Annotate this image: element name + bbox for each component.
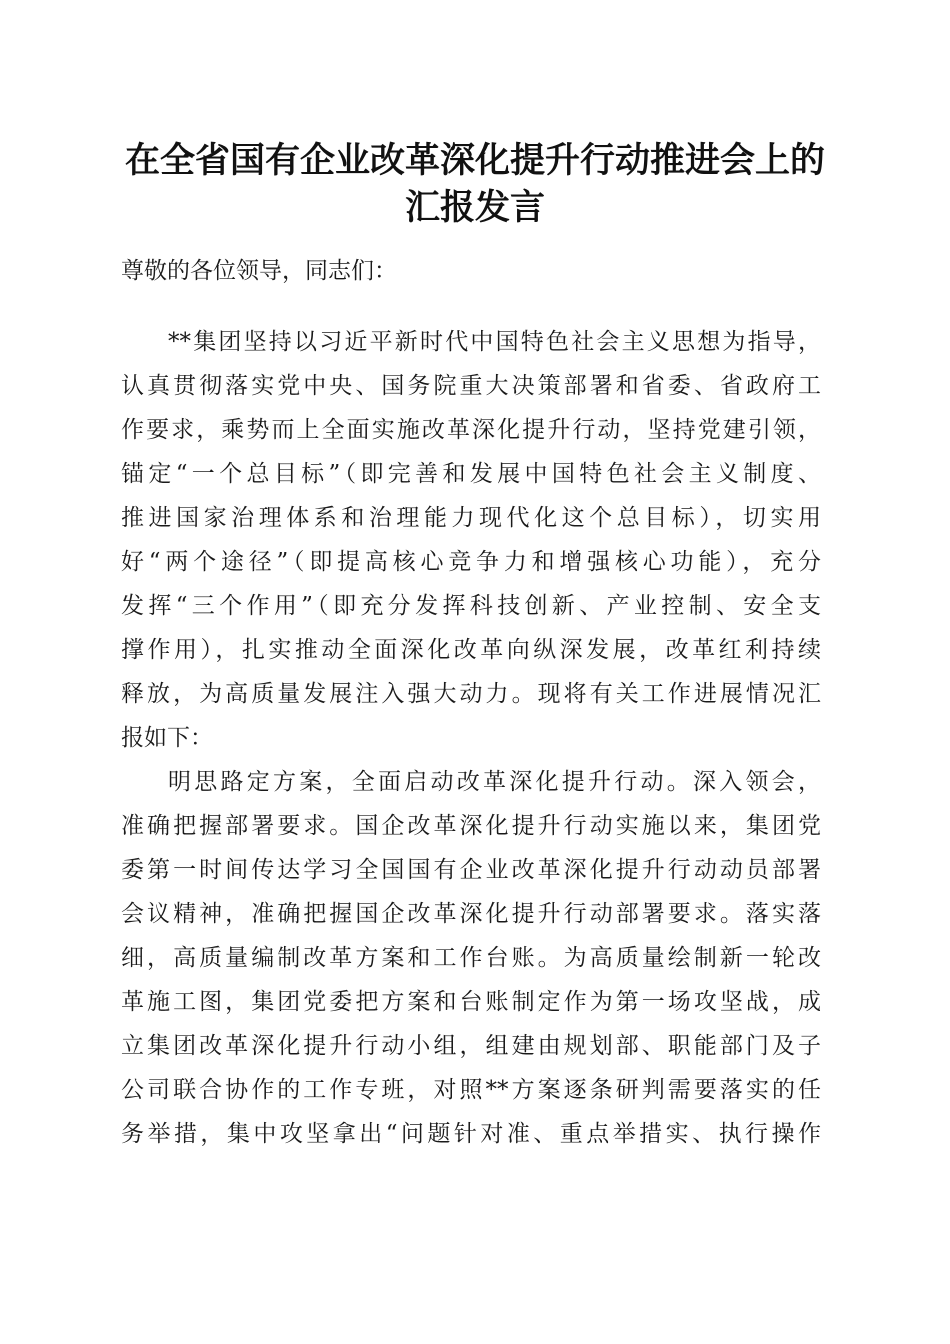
paragraph-1-line: 认真贯彻落实党中央、国务院重大决策部署和省委、省政府工 — [121, 373, 821, 399]
paragraph-1-line: 好“两个途径”（即提高核心竞争力和增强核心功能），充分 — [121, 549, 821, 575]
paragraph-1-line: 撑作用），扎实推动全面深化改革向纵深发展，改革红利持续 — [121, 637, 821, 663]
salutation: 尊敬的各位领导，同志们： — [121, 258, 397, 284]
paragraph-1-line: 报如下： — [121, 725, 213, 751]
paragraph-2-line: 立集团改革深化提升行动小组，组建由规划部、职能部门及子 — [121, 1033, 821, 1059]
paragraph-2-line: 会议精神，准确把握国企改革深化提升行动部署要求。落实落 — [121, 901, 821, 927]
paragraph-1-line: 推进国家治理体系和治理能力现代化这个总目标），切实用 — [121, 505, 821, 531]
paragraph-2-line: 细，高质量编制改革方案和工作台账。为高质量绘制新一轮改 — [121, 945, 821, 971]
paragraph-2-line: 准确把握部署要求。国企改革深化提升行动实施以来，集团党 — [121, 813, 821, 839]
document-title-line-1: 在全省国有企业改革深化提升行动推进会上的 — [124, 140, 825, 181]
paragraph-1-line: 发挥“三个作用”（即充分发挥科技创新、产业控制、安全支 — [121, 593, 821, 619]
paragraph-2-line: 明思路定方案，全面启动改革深化提升行动。深入领会， — [168, 769, 821, 795]
paragraph-1-line: **集团坚持以习近平新时代中国特色社会主义思想为指导， — [168, 329, 821, 355]
paragraph-1-line: 释放，为高质量发展注入强大动力。现将有关工作进展情况汇 — [121, 681, 821, 707]
paragraph-2-line: 公司联合协作的工作专班，对照**方案逐条研判需要落实的任 — [121, 1077, 821, 1103]
paragraph-2-line: 委第一时间传达学习全国国有企业改革深化提升行动动员部署 — [121, 857, 821, 883]
paragraph-2-line: 务举措，集中攻坚拿出“问题针对准、重点举措实、执行操作 — [121, 1121, 821, 1147]
paragraph-1-line: 作要求，乘势而上全面实施改革深化提升行动，坚持党建引领， — [121, 417, 821, 443]
paragraph-1-line: 锚定“一个总目标”（即完善和发展中国特色社会主义制度、 — [121, 461, 821, 487]
document-title-line-2: 汇报发言 — [404, 187, 545, 228]
paragraph-2-line: 革施工图，集团党委把方案和台账制定作为第一场攻坚战，成 — [121, 989, 821, 1015]
